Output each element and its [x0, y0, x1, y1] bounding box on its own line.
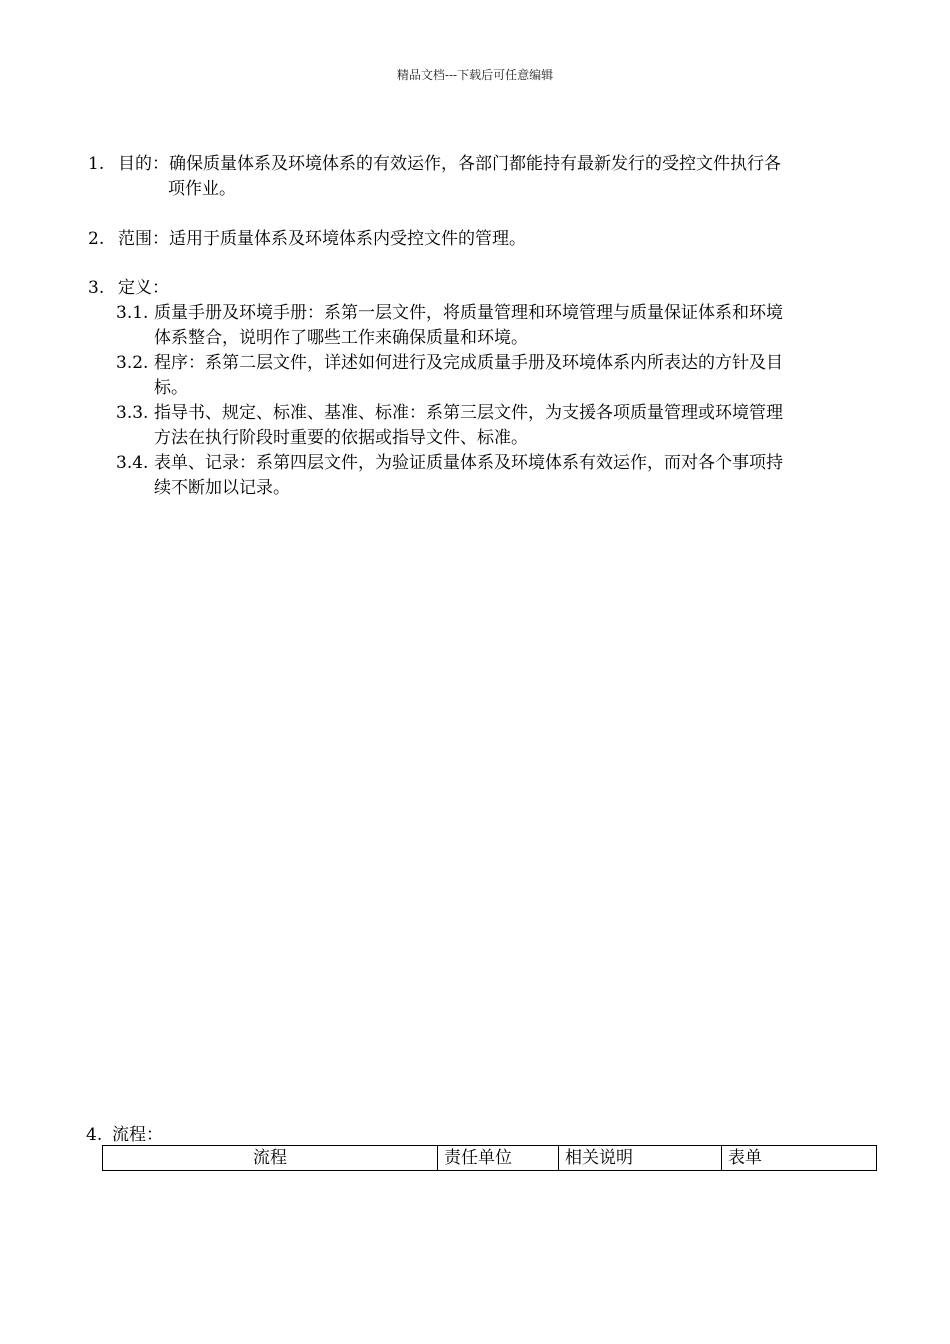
section-number: 4.: [86, 1125, 103, 1145]
subsection-text-line: 方法在执行阶段时重要的依据或指导文件、标准。: [154, 428, 528, 448]
subsection-number: 3.1.: [116, 303, 149, 323]
column-header-description: 相关说明: [559, 1146, 722, 1171]
subsection-number: 3.4.: [116, 453, 149, 473]
section-text-line: 项作业。: [168, 179, 236, 199]
section-number: 2.: [88, 229, 105, 249]
process-table: [102, 1145, 877, 1171]
column-header-forms: 表单: [722, 1146, 877, 1171]
page-header: 精品文档---下载后可任意编辑: [396, 68, 554, 82]
section-title: 流程：: [112, 1125, 163, 1145]
section-text-line: 范围：适用于质量体系及环境体系内受控文件的管理。: [118, 229, 526, 249]
column-header-responsible-unit: 责任单位: [438, 1146, 559, 1171]
section-title: 定义：: [118, 278, 169, 298]
subsection-text-line: 表单、记录：系第四层文件，为验证质量体系及环境体系有效运作，而对各个事项持: [154, 453, 783, 473]
subsection-text-line: 续不断加以记录。: [154, 478, 290, 498]
table-header-row: [103, 1146, 877, 1171]
subsection-number: 3.2.: [116, 353, 149, 373]
subsection-text-line: 标。: [154, 378, 188, 398]
section-number: 1.: [88, 154, 105, 174]
section-number: 3.: [88, 278, 105, 298]
section-text-line: 目的：确保质量体系及环境体系的有效运作，各部门都能持有最新发行的受控文件执行各: [118, 154, 781, 174]
subsection-text-line: 体系整合，说明作了哪些工作来确保质量和环境。: [154, 328, 528, 348]
subsection-text-line: 质量手册及环境手册：系第一层文件，将质量管理和环境管理与质量保证体系和环境: [154, 303, 783, 323]
subsection-text-line: 指导书、规定、标准、基准、标准：系第三层文件，为支援各项质量管理或环境管理: [154, 403, 783, 423]
column-header-process: 流程: [103, 1146, 438, 1171]
subsection-number: 3.3.: [116, 403, 149, 423]
subsection-text-line: 程序：系第二层文件，详述如何进行及完成质量手册及环境体系内所表达的方针及目: [154, 353, 783, 373]
